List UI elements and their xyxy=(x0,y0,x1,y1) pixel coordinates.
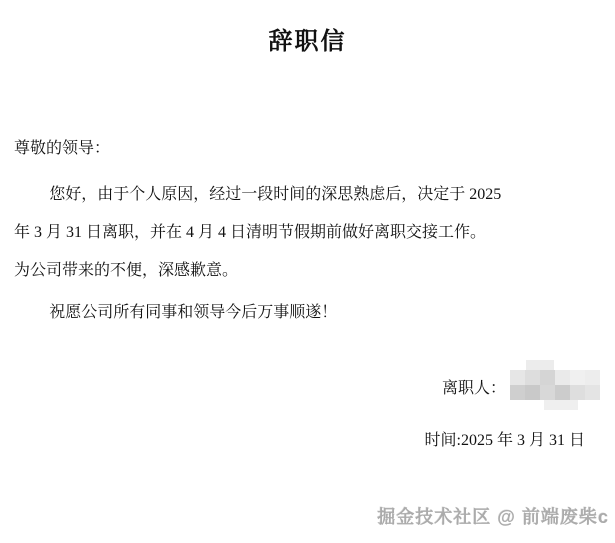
mosaic-cell xyxy=(510,370,525,385)
signature-label: 离职人： xyxy=(441,380,506,397)
body-line-3: 为公司带来的不便，深感歉意。 xyxy=(14,262,239,279)
mosaic-cell xyxy=(585,385,600,400)
watermark: 掘金技术社区 @ 前端废柴c xyxy=(377,507,609,527)
mosaic-cell xyxy=(540,370,555,385)
body-line-1: 您好，由于个人原因，经过一段时间的深思熟虑后，决定于 2025 xyxy=(49,186,502,203)
redacted-name-mosaic xyxy=(510,370,600,400)
mosaic-cell xyxy=(570,385,585,400)
mosaic-cell xyxy=(585,370,600,385)
body-paragraph-1 xyxy=(14,176,603,290)
body-paragraph-2: 祝愿公司所有同事和领导今后万事顺遂！ xyxy=(49,304,338,321)
mosaic-cell xyxy=(510,385,525,400)
mosaic-cell xyxy=(544,400,578,410)
mosaic-cell xyxy=(570,370,585,385)
page-title: 辞职信 xyxy=(268,29,347,55)
mosaic-cell xyxy=(526,360,554,370)
mosaic-cells xyxy=(510,370,600,400)
mosaic-cell xyxy=(555,370,570,385)
salutation: 尊敬的领导： xyxy=(14,140,111,157)
signature-row xyxy=(0,370,600,408)
mosaic-cell xyxy=(555,385,570,400)
mosaic-cell xyxy=(540,385,555,400)
mosaic-cell xyxy=(525,385,540,400)
body-line-2: 年 3 月 31 日离职，并在 4 月 4 日清明节假期前做好离职交接工作。 xyxy=(14,224,487,241)
date-line: 时间:2025 年 3 月 31 日 xyxy=(424,432,585,449)
mosaic-cell xyxy=(525,370,540,385)
